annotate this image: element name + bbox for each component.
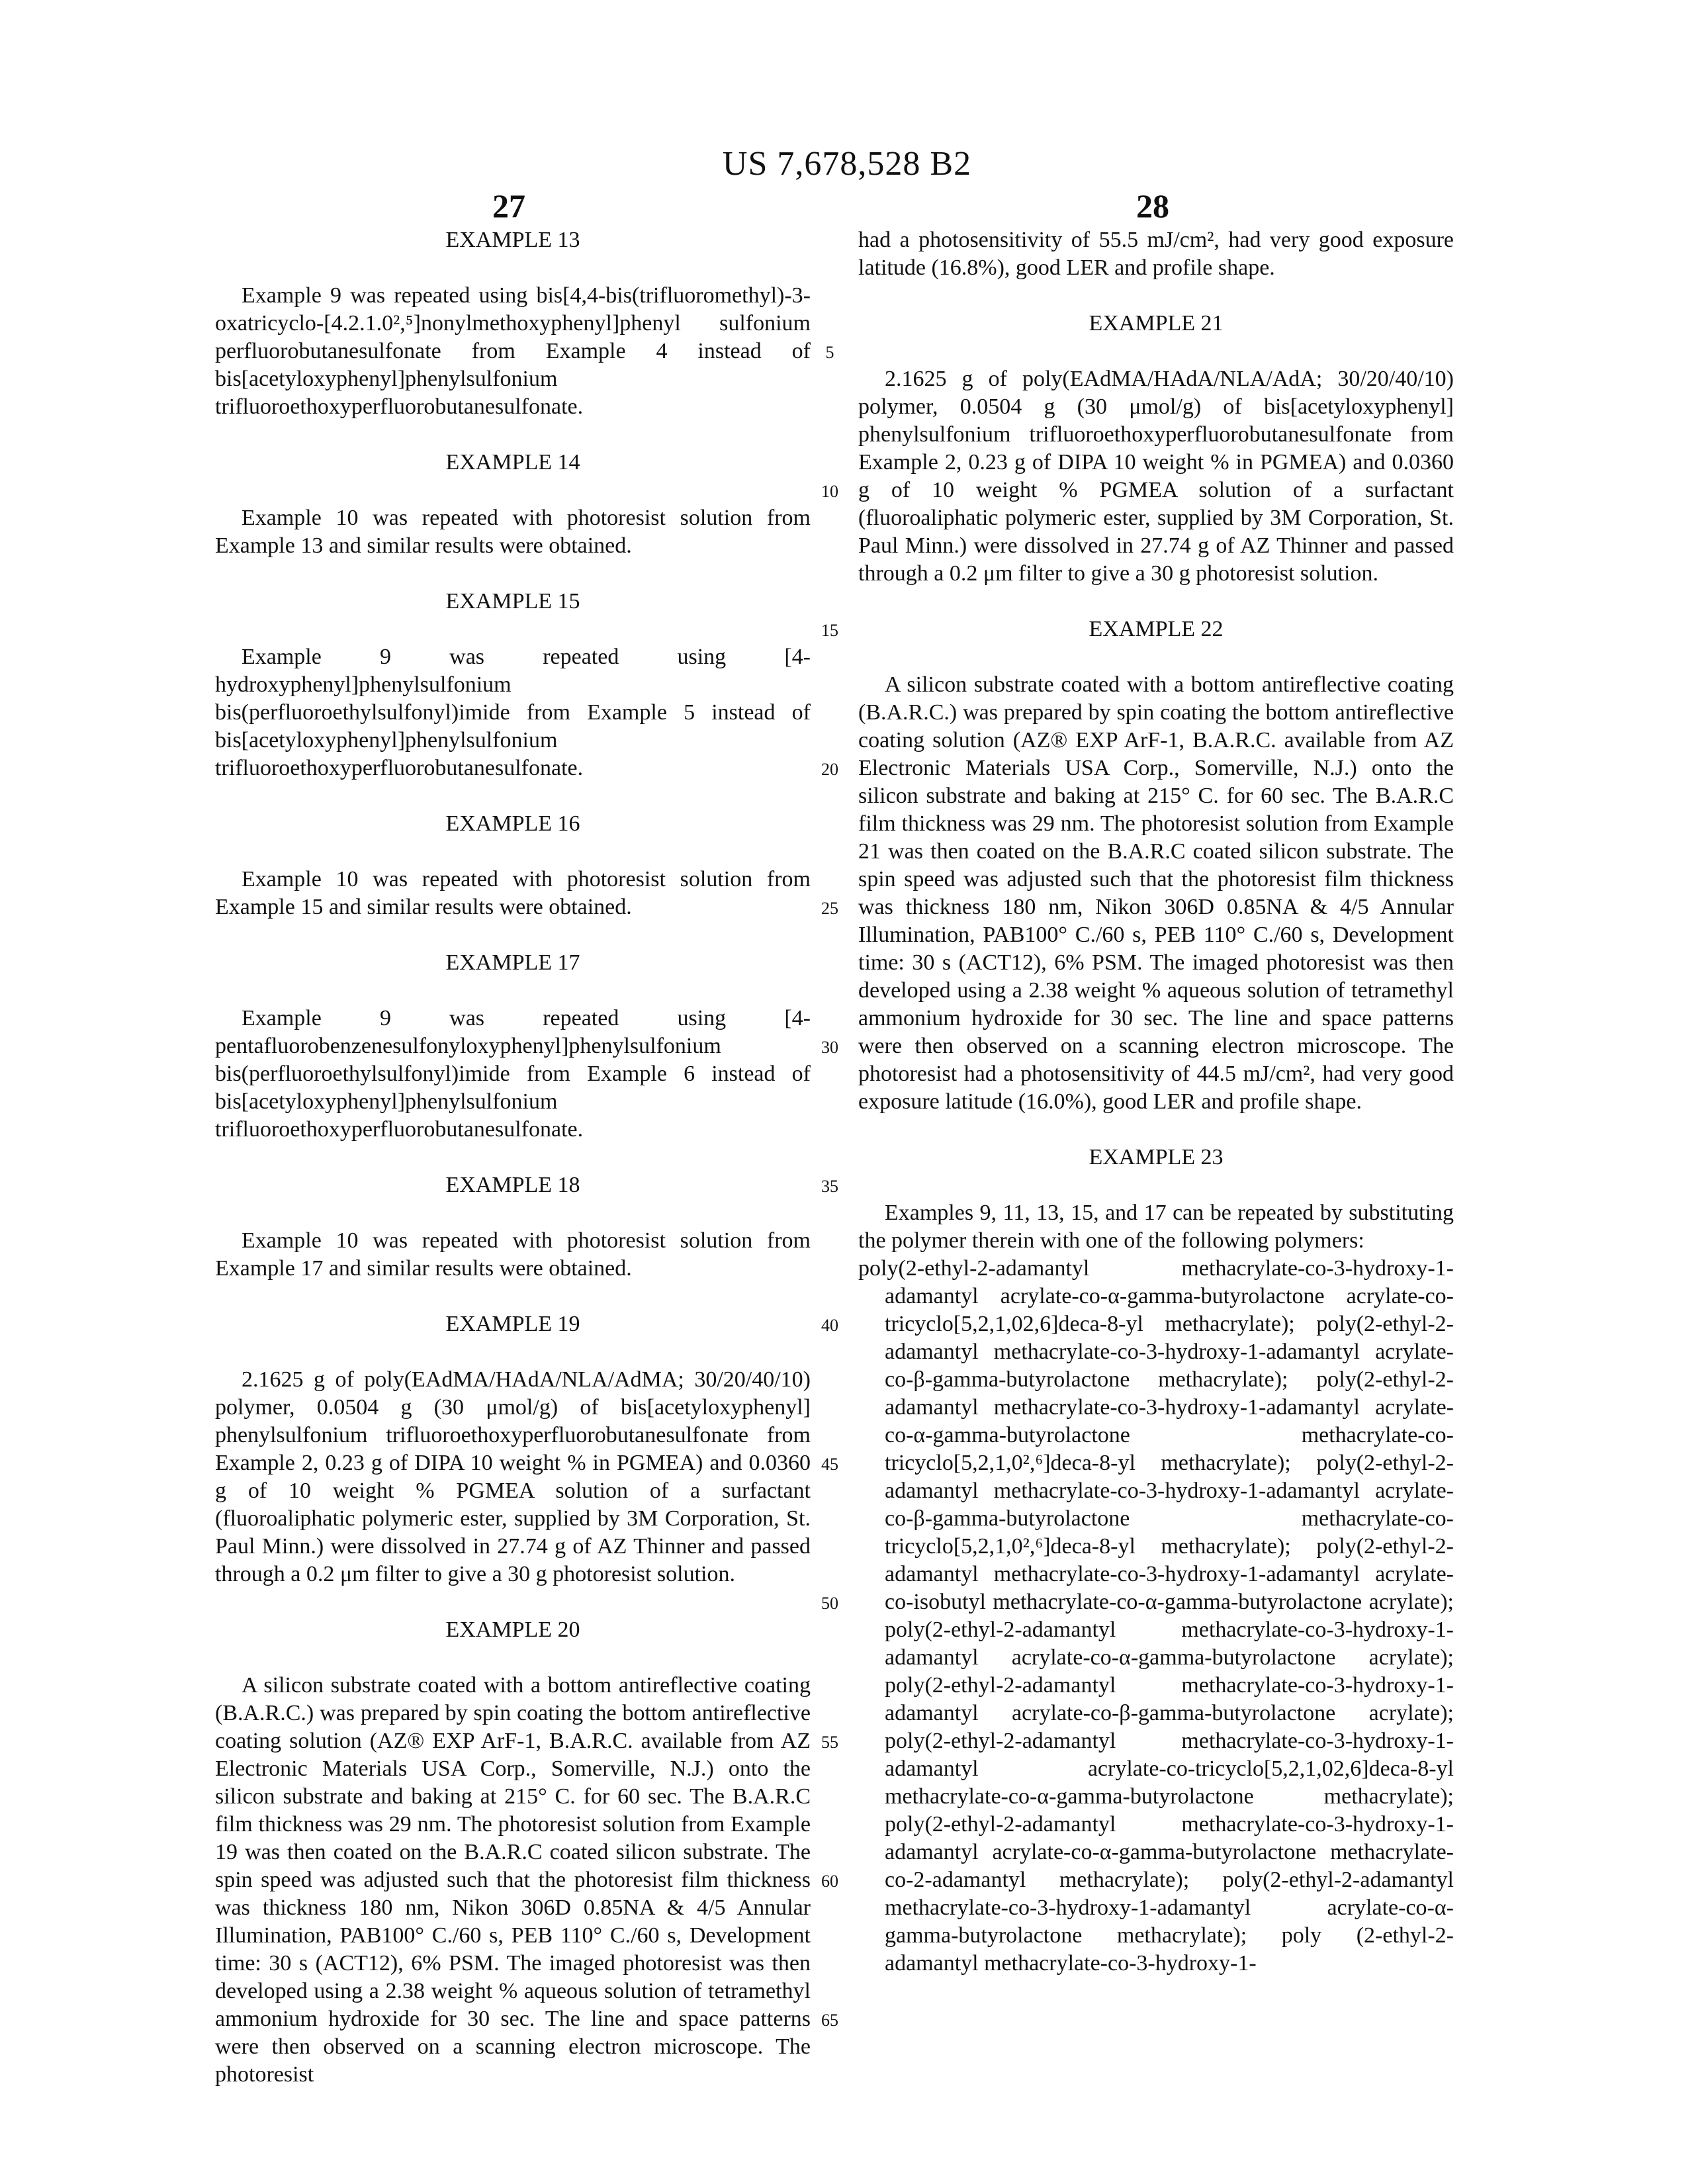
example-15-text: Example 9 was repeated using [4-hydroxyphenyl]phenylsulfonium bis(perfluoroethylsulfonyl)imide from Example 5 instead of bis[acetyloxyphenyl]phenylsulfonium trifluoroethoxyperfluorobutanesulfonate. (215, 643, 811, 782)
example-17-text: Example 9 was repeated using [4-pentafluorobenzenesulfonyloxyphenyl]phenylsulfonium bis(perfluoroethylsulfonyl)imide from Example 6 instead of bis[acetyloxyphenyl]phenylsulfonium trifluoroethoxyperfluorobutanesulfonate. (215, 1005, 811, 1144)
example-19-heading: EXAMPLE 19 (215, 1310, 811, 1338)
example-13-text: Example 9 was repeated using bis[4,4-bis(trifluoromethyl)-3-oxatricyclo-[4.2.1.0²,⁵]nonylmethoxyphenyl]phenyl sulfonium perfluorobutanesulfonate from Example 4 instead of bis[acetyloxyphenyl]phenylsulfonium trifluoroethoxyperfluorobutanesulfonate. (215, 282, 811, 421)
line-number: 35 (815, 1178, 844, 1195)
example-16-heading: EXAMPLE 16 (215, 810, 811, 838)
example-14-heading: EXAMPLE 14 (215, 449, 811, 477)
line-number: 20 (815, 761, 844, 778)
left-column (215, 226, 811, 2089)
example-18-heading: EXAMPLE 18 (215, 1171, 811, 1199)
example-22-heading: EXAMPLE 22 (858, 615, 1454, 643)
example-23-text: Examples 9, 11, 13, 15, and 17 can be repeated by substituting the polymer therein with one of the following polymers: (858, 1199, 1454, 1255)
line-number: 55 (815, 1734, 844, 1751)
example-13-heading: EXAMPLE 13 (215, 226, 811, 254)
line-number: 10 (815, 483, 844, 500)
example-17-heading: EXAMPLE 17 (215, 949, 811, 977)
example-20-text: A silicon substrate coated with a bottom antireflective coating (B.A.R.C.) was prepared by spin coating the bottom antireflective coating solution (AZ® EXP ArF-1, B.A.R.C. available from AZ Electronic Materials USA Corp., Somerville, N.J.) onto the silicon substrate and baking at 215° C. for 60 sec. The B.A.R.C film thickness was 29 nm. The photoresist solution from Example 19 was then coated on the B.A.R.C coated silicon substrate. The spin speed was adjusted such that the photoresist film thickness was thickness 180 nm, Nikon 306D 0.85NA & 4/5 Annular Illumination, PAB100° C./60 s, PEB 110° C./60 s, Development time: 30 s (ACT12), 6% PSM. The imaged photoresist was then developed using a 2.38 weight % aqueous solution of tetramethyl ammonium hydroxide for 30 sec. The line and space patterns were then observed on a scanning electron microscope. The photoresist (215, 1672, 811, 2089)
line-number: 30 (815, 1039, 844, 1056)
example-14-text: Example 10 was repeated with photoresist solution from Example 13 and similar results were obtained. (215, 504, 811, 560)
line-number: 60 (815, 1873, 844, 1890)
example-15-heading: EXAMPLE 15 (215, 588, 811, 615)
line-number: 50 (815, 1595, 844, 1612)
continuation-text: had a photosensitivity of 55.5 mJ/cm², had very good exposure latitude (16.8%), good LER and profile shape. (858, 226, 1454, 282)
polymer-list: poly(2-ethyl-2-adamantyl methacrylate-co-3-hydroxy-1-adamantyl acrylate-co-α-gamma-butyrolactone acrylate-co-tricyclo[5,2,1,02,6]deca-8-yl methacrylate); poly(2-ethyl-2-adamantyl methacrylate-co-3-hydroxy-1-adamantyl acrylate-co-β-gamma-butyrolactone methacrylate); poly(2-ethyl-2-adamantyl methacrylate-co-3-hydroxy-1-adamantyl acrylate-co-α-gamma-butyrolactone methacrylate-co-tricyclo[5,2,1,0²,⁶]deca-8-yl methacrylate); poly(2-ethyl-2-adamantyl methacrylate-co-3-hydroxy-1-adamantyl acrylate-co-β-gamma-butyrolactone methacrylate-co-tricyclo[5,2,1,0²,⁶]deca-8-yl methacrylate); poly(2-ethyl-2-adamantyl methacrylate-co-3-hydroxy-1-adamantyl acrylate-co-isobutyl methacrylate-co-α-gamma-butyrolactone acrylate); poly(2-ethyl-2-adamantyl methacrylate-co-3-hydroxy-1-adamantyl acrylate-co-α-gamma-butyrolactone acrylate); poly(2-ethyl-2-adamantyl methacrylate-co-3-hydroxy-1-adamantyl acrylate-co-β-gamma-butyrolactone acrylate); poly(2-ethyl-2-adamantyl methacrylate-co-3-hydroxy-1-adamantyl acrylate-co-tricyclo[5,2,1,02,6]deca-8-yl methacrylate-co-α-gamma-butyrolactone methacrylate); poly(2-ethyl-2-adamantyl methacrylate-co-3-hydroxy-1-adamantyl acrylate-co-α-gamma-butyrolactone methacrylate-co-2-adamantyl methacrylate); poly(2-ethyl-2-adamantyl methacrylate-co-3-hydroxy-1-adamantyl acrylate-co-α-gamma-butyrolactone methacrylate); poly (2-ethyl-2-adamantyl methacrylate-co-3-hydroxy-1- (858, 1255, 1454, 1978)
right-column (858, 226, 1454, 1978)
left-page-number: 27 (443, 187, 575, 225)
line-number: 45 (815, 1456, 844, 1473)
example-20-heading: EXAMPLE 20 (215, 1616, 811, 1644)
example-16-text: Example 10 was repeated with photoresist solution from Example 15 and similar results were obtained. (215, 866, 811, 921)
example-21-text: 2.1625 g of poly(EAdMA/HAdA/NLA/AdA; 30/20/40/10) polymer, 0.0504 g (30 μmol/g) of bis[acetyloxyphenyl] phenylsulfonium trifluoroethoxyperfluorobutanesulfonate from Example 2, 0.23 g of DIPA 10 weight % in PGMEA) and 0.0360 g of 10 weight % PGMEA solution of a surfactant (fluoroaliphatic polymeric ester, supplied by 3M Corporation, St. Paul Minn.) were dissolved in 27.74 g of AZ Thinner and passed through a 0.2 μm filter to give a 30 g photoresist solution. (858, 365, 1454, 588)
line-number: 40 (815, 1317, 844, 1334)
line-number: 15 (815, 622, 844, 639)
example-23-heading: EXAMPLE 23 (858, 1144, 1454, 1171)
line-number: 5 (815, 344, 844, 361)
example-19-text: 2.1625 g of poly(EAdMA/HAdA/NLA/AdMA; 30/20/40/10) polymer, 0.0504 g (30 μmol/g) of bis[acetyloxyphenyl] phenylsulfonium trifluoroethoxyperfluorobutanesulfonate from Example 2, 0.23 g of DIPA 10 weight % in PGMEA) and 0.0360 g of 10 weight % PGMEA solution of a surfactant (fluoroaliphatic polymeric ester, supplied by 3M Corporation, St. Paul Minn.) were dissolved in 27.74 g of AZ Thinner and passed through a 0.2 μm filter to give a 30 g photoresist solution. (215, 1366, 811, 1588)
example-21-heading: EXAMPLE 21 (858, 310, 1454, 338)
line-number: 65 (815, 2012, 844, 2029)
example-18-text: Example 10 was repeated with photoresist solution from Example 17 and similar results were obtained. (215, 1227, 811, 1283)
right-page-number: 28 (1087, 187, 1219, 225)
patent-number: US 7,678,528 B2 (0, 144, 1694, 183)
line-number: 25 (815, 900, 844, 917)
example-22-text: A silicon substrate coated with a bottom antireflective coating (B.A.R.C.) was prepared by spin coating the bottom antireflective coating solution (AZ® EXP ArF-1, B.A.R.C. available from AZ Electronic Materials USA Corp., Somerville, N.J.) onto the silicon substrate and baking at 215° C. for 60 sec. The B.A.R.C film thickness was 29 nm. The photoresist solution from Example 21 was then coated on the B.A.R.C coated silicon substrate. The spin speed was adjusted such that the photoresist film thickness was thickness 180 nm, Nikon 306D 0.85NA & 4/5 Annular Illumination, PAB100° C./60 s, PEB 110° C./60 s, Development time: 30 s (ACT12), 6% PSM. The imaged photoresist was then developed using a 2.38 weight % aqueous solution of tetramethyl ammonium hydroxide for 30 sec. The line and space patterns were then observed on a scanning electron microscope. The photoresist had a photosensitivity of 44.5 mJ/cm², had very good exposure latitude (16.0%), good LER and profile shape. (858, 671, 1454, 1116)
